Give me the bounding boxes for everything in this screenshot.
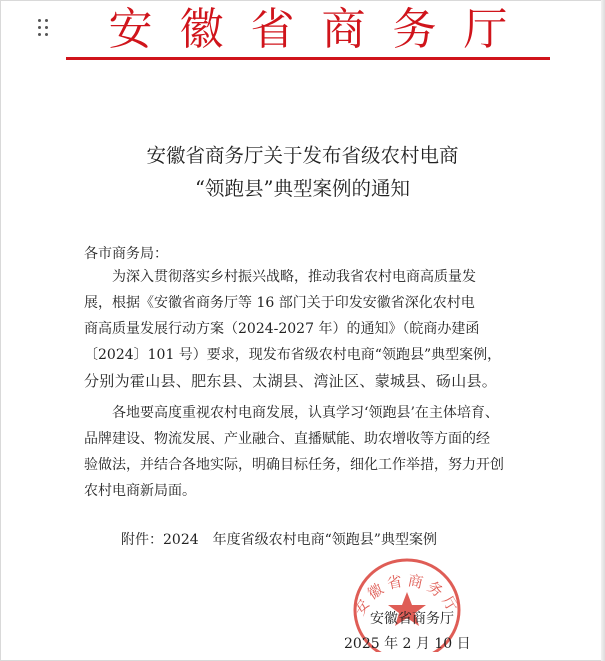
paragraph-1 <box>84 264 524 394</box>
page-edge <box>601 0 605 661</box>
paragraph-line: 〔2024〕101 号）要求，现发布省级农村电商“领跑县”典型案例， <box>84 347 502 363</box>
document-title-line-2: “领跑县”典型案例的通知 <box>195 177 410 200</box>
attachment-line: 附件：2024 年度省级农村电商“领跑县”典型案例 <box>121 532 437 548</box>
svg-text:安徽省商务厅: 安徽省商务厅 <box>350 571 464 619</box>
salutation: 各市商务局： <box>84 246 168 262</box>
paragraph-line: 品牌建设、物流发展、产业融合、直播赋能、助农增收等方面的经 <box>84 431 490 447</box>
letterhead-title: 安徽省商务厅 <box>108 4 535 55</box>
signature-organization: 安徽省商务厅 <box>370 611 454 627</box>
paragraph-2 <box>84 400 524 504</box>
paragraph-line: 农村电商新局面。 <box>84 483 196 499</box>
paragraph-line: 各地要高度重视农村电商发展，认真学习‘领跑县’在主体培育、 <box>112 405 499 421</box>
paragraph-line: 分别为霍山县、肥东县、太湖县、湾沚区、蒙城县、砀山县。 <box>84 372 498 390</box>
paragraph-line: 商高质量发展行动方案（2024-2027 年）的通知》（皖商办建函 <box>84 321 480 337</box>
paragraph-line: 验做法，并结合各地实际，明确目标任务，细化工作举措，努力开创 <box>84 457 504 473</box>
document-title-line-1: 安徽省商务厅关于发布省级农村电商 <box>146 144 459 167</box>
paragraph-line: 为深入贯彻落实乡村振兴战略，推动我省农村电商高质量发 <box>112 269 476 285</box>
paragraph-line: 展，根据《安徽省商务厅等 16 部门关于印发安徽省深化农村电 <box>84 295 475 311</box>
drag-handle-icon[interactable] <box>38 19 52 39</box>
letterhead-rule <box>66 57 550 60</box>
signature-date: 2025 年 2 月 10 日 <box>344 636 471 652</box>
